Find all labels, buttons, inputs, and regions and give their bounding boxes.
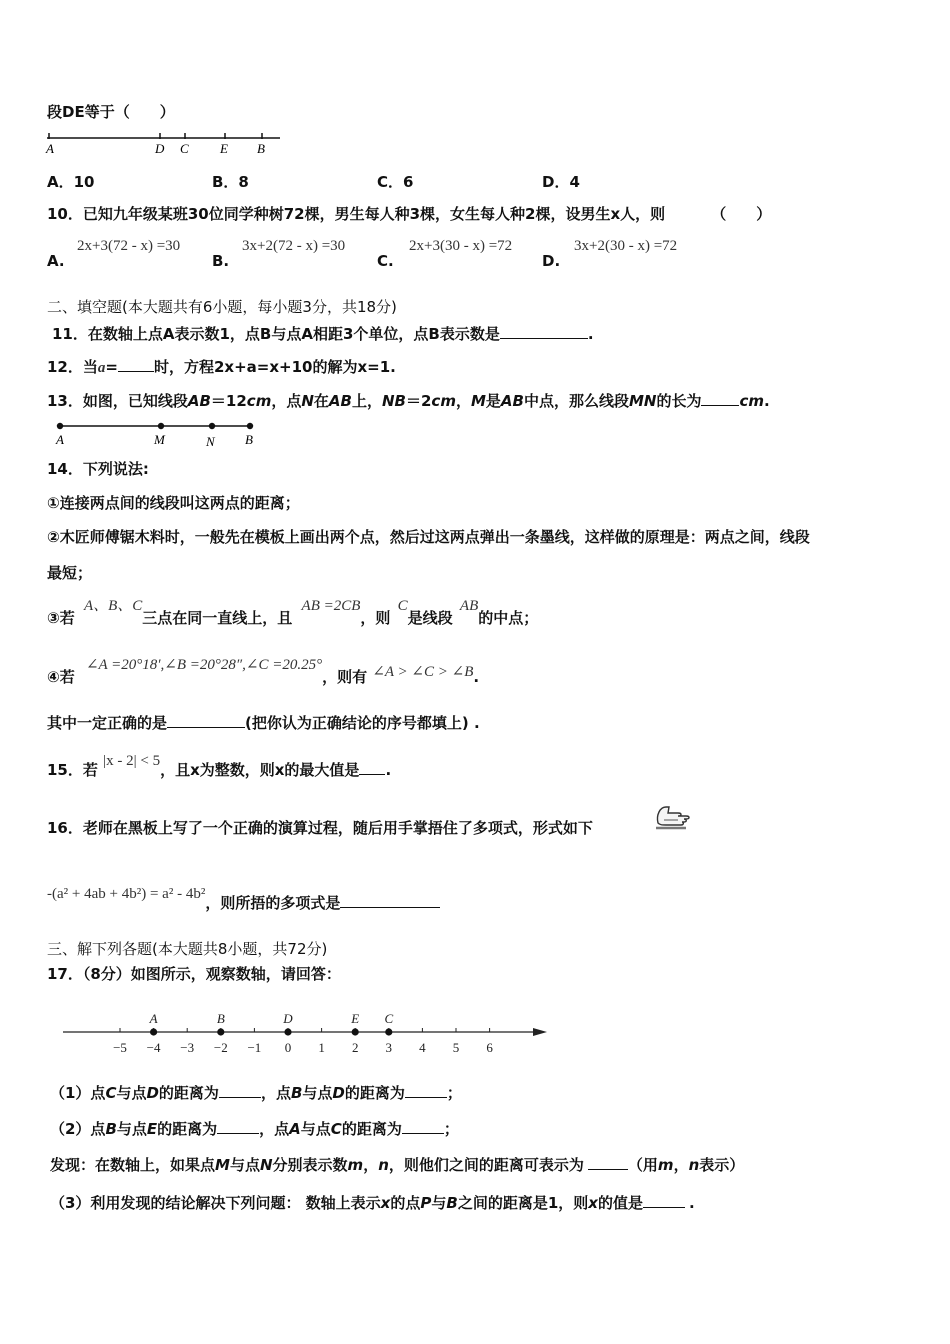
axis-tick-label: 6 bbox=[486, 1040, 493, 1055]
q14-statement-2b: 最短； bbox=[47, 564, 93, 582]
q10-stem bbox=[47, 204, 771, 224]
q13-text-c: ，点 bbox=[271, 392, 302, 410]
q13-end: . bbox=[764, 392, 770, 410]
q17-p3-b: 的点 bbox=[390, 1194, 421, 1212]
q12-eq-sign: = bbox=[105, 358, 118, 376]
point-label-b: B bbox=[216, 1011, 225, 1026]
q14-s3-condition: AB =2CB bbox=[301, 598, 361, 614]
q17-p3-d: 之间的距离是1，则 bbox=[457, 1194, 589, 1212]
point-a bbox=[150, 1028, 157, 1035]
q13-label-n: N bbox=[206, 434, 215, 449]
q17-p2-a: （2）点 bbox=[50, 1120, 106, 1138]
q17-p3-p: P bbox=[420, 1194, 432, 1212]
q9-label-d: D bbox=[155, 141, 165, 156]
q17-part3 bbox=[50, 1193, 695, 1213]
q17-p2-f: 的距离为 bbox=[341, 1120, 402, 1138]
q17-p3-x2: x bbox=[588, 1194, 598, 1212]
q13-cm-1: cm bbox=[246, 392, 272, 410]
q13-text-h: 是 bbox=[485, 392, 501, 410]
q17-find-mv: m bbox=[347, 1156, 364, 1174]
q17-find-blank[interactable] bbox=[588, 1155, 628, 1170]
q12-solution: x=1 bbox=[357, 358, 391, 376]
q17-find-b: 与点 bbox=[229, 1156, 260, 1174]
q12-answer-blank[interactable] bbox=[118, 357, 154, 372]
q14-answer-blank[interactable] bbox=[167, 713, 245, 728]
axis-tick-label: 0 bbox=[284, 1040, 292, 1055]
hand-icon bbox=[652, 801, 694, 833]
q17-p1-e: 的距离为 bbox=[158, 1084, 219, 1102]
q13-text-j: 的长为 bbox=[656, 392, 702, 410]
q11-answer-blank[interactable] bbox=[500, 324, 588, 339]
q14-statement-3 bbox=[47, 598, 539, 629]
q14-s3-c: C bbox=[397, 598, 408, 614]
q17-p1-a: （1）点 bbox=[50, 1084, 106, 1102]
q17-find-comma2: ， bbox=[673, 1156, 689, 1174]
q9-label-a: A bbox=[46, 141, 54, 156]
q17-p2-d: ，点 bbox=[259, 1120, 290, 1138]
q13-text-b: ＝12 bbox=[210, 392, 247, 410]
q14-s3-ab: AB bbox=[459, 598, 479, 614]
q13-cm-2: cm bbox=[431, 392, 456, 410]
q16-post: ，则所捂的多项式是 bbox=[205, 894, 341, 912]
q12-var-a: a bbox=[97, 360, 106, 376]
q10-option-b-label[interactable]: B. bbox=[212, 252, 230, 270]
q15-end: . bbox=[385, 761, 392, 779]
q10-option-d-label[interactable]: D. bbox=[542, 252, 561, 270]
q13-m: M bbox=[470, 392, 486, 410]
q12-text-c: 时，方程 bbox=[153, 358, 214, 376]
q10-stem-text: 10．已知九年级某班30位同学种树72棵，男生每人种3棵，女生每人种2棵，设男生x人，则 bbox=[47, 205, 666, 223]
q15 bbox=[47, 753, 392, 781]
q14-s4-pre: ④若 bbox=[47, 668, 75, 686]
q11-text: 11．在数轴上点A表示数1，点B与点A相距3个单位，点B表示数是 bbox=[52, 325, 500, 343]
q17-part1 bbox=[50, 1083, 462, 1103]
q17-find-nv: n bbox=[378, 1156, 389, 1174]
q12-text-d: 的解为 bbox=[312, 358, 358, 376]
point-label-d: D bbox=[283, 1011, 293, 1026]
q17-p2-b: 与点 bbox=[116, 1120, 147, 1138]
q9-option-d[interactable]: D．4 bbox=[542, 173, 580, 191]
q14-s3-mid3: 是线段 bbox=[407, 609, 453, 627]
q15-pre: 15．若 bbox=[47, 761, 98, 779]
q15-post: ，且x为整数，则x的最大值是 bbox=[160, 761, 360, 779]
q9-stem: 段DE等于（ ） bbox=[47, 103, 175, 121]
axis-tick-label: 2 bbox=[351, 1040, 359, 1055]
point-label-e: E bbox=[351, 1011, 360, 1026]
q13-n: N bbox=[301, 392, 314, 410]
q14-title: 14．下列说法: bbox=[47, 460, 149, 478]
q16-expression: -(a² + 4ab + 4b²) = a² - 4b² bbox=[47, 886, 206, 902]
q17-find-m: M bbox=[215, 1156, 230, 1174]
q17-p3-x: x bbox=[380, 1194, 391, 1212]
q17-p1-bb: B bbox=[290, 1084, 303, 1102]
axis-tick-label: 3 bbox=[385, 1040, 393, 1055]
q17-p1-blank-1[interactable] bbox=[219, 1083, 261, 1098]
q13-point-n bbox=[209, 423, 215, 429]
point-e bbox=[352, 1028, 359, 1035]
q11 bbox=[52, 324, 594, 344]
q17-part2 bbox=[50, 1119, 459, 1139]
q14-ask-end: (把你认为正确结论的序号都填上) . bbox=[245, 714, 480, 732]
q17-find-c: 分别表示数 bbox=[272, 1156, 348, 1174]
q17-p1-c: C bbox=[105, 1084, 117, 1102]
axis-tick-label: 4 bbox=[419, 1040, 426, 1055]
section2-title: 二、填空题(本大题共有6小题，每小题3分，共18分) bbox=[47, 298, 397, 316]
q9-label-e: E bbox=[220, 141, 228, 156]
q13-nb: NB bbox=[381, 392, 406, 410]
axis-tick-label: −3 bbox=[180, 1040, 195, 1055]
q17-p1-end: ； bbox=[446, 1084, 462, 1102]
q17-number-line bbox=[55, 1002, 555, 1062]
q14-statement-4 bbox=[47, 657, 480, 688]
q13-point-a bbox=[57, 423, 63, 429]
q13-mn: MN bbox=[628, 392, 657, 410]
q14-s3-end: 的中点； bbox=[478, 609, 539, 627]
q17-p3-end: . bbox=[688, 1194, 695, 1212]
point-b bbox=[217, 1028, 224, 1035]
q17-find-f: 表示） bbox=[699, 1156, 745, 1174]
q17-p3-a: （3）利用发现的结论解决下列问题： 数轴上表示 bbox=[50, 1194, 381, 1212]
q14-statement-1: ①连接两点间的线段叫这两点的距离； bbox=[47, 494, 300, 512]
q17-find-mv2: m bbox=[657, 1156, 674, 1174]
axis-tick-label: −4 bbox=[146, 1040, 161, 1055]
q17-p2-e: 与点 bbox=[300, 1120, 331, 1138]
q13-text-f: ＝2 bbox=[405, 392, 432, 410]
q10-option-c-eq: 2x+3(30 - x) =72 bbox=[409, 238, 513, 254]
q10-option-c-label[interactable]: C. bbox=[377, 252, 394, 270]
q17-find-n: N bbox=[259, 1156, 273, 1174]
q10-option-a-label[interactable]: A. bbox=[47, 252, 65, 270]
q13-point-m bbox=[158, 423, 164, 429]
q17-p2-e1: E bbox=[146, 1120, 158, 1138]
q13-segment-figure bbox=[52, 417, 267, 451]
q13-ab-3: AB bbox=[500, 392, 524, 410]
q13-point-b bbox=[247, 423, 253, 429]
q17-p1-f: ，点 bbox=[260, 1084, 291, 1102]
q14-s4-end: . bbox=[473, 668, 480, 686]
q17-p3-blank[interactable] bbox=[643, 1193, 685, 1208]
axis-tick-label: −1 bbox=[247, 1040, 262, 1055]
q17-p1-b: 与点 bbox=[116, 1084, 147, 1102]
q9-option-c[interactable]: C．6 bbox=[377, 173, 414, 191]
q13-cm-3: cm bbox=[739, 392, 765, 410]
q13-text-d: 在 bbox=[313, 392, 329, 410]
q14-s3-mid2: ，则 bbox=[360, 609, 391, 627]
q14-s3-points: A、B、C bbox=[83, 598, 143, 614]
q13-text-g: ， bbox=[455, 392, 471, 410]
q13-answer-blank[interactable] bbox=[701, 391, 739, 406]
q13-label-a: A bbox=[56, 432, 64, 447]
q13-label-m: M bbox=[154, 432, 165, 447]
q17-p2-end: ； bbox=[443, 1120, 459, 1138]
q13-ab: AB bbox=[187, 392, 211, 410]
axis-tick-label: 5 bbox=[452, 1040, 460, 1055]
q14-s3-pre: ③若 bbox=[47, 609, 75, 627]
q13-label-b: B bbox=[245, 432, 253, 447]
q17-find-comma: ， bbox=[363, 1156, 379, 1174]
q17-title: 17．（8分）如图所示，观察数轴，请回答： bbox=[47, 965, 341, 983]
q17-find bbox=[50, 1155, 744, 1175]
q16-answer-blank[interactable] bbox=[340, 893, 440, 908]
q17-p2-blank-2[interactable] bbox=[402, 1119, 444, 1134]
q14-s3-mid: 三点在同一直线上，且 bbox=[142, 609, 293, 627]
q16-line bbox=[47, 886, 440, 914]
q14-ask-text: 其中一定正确的是 bbox=[47, 714, 168, 732]
q14-s4-order: ∠A > ∠C > ∠B bbox=[372, 664, 474, 680]
q10-option-d-eq: 3x+2(30 - x) =72 bbox=[574, 238, 678, 254]
q17-p1-g: 与点 bbox=[302, 1084, 333, 1102]
q14-ask bbox=[47, 713, 480, 733]
q17-find-e: （用 bbox=[627, 1156, 658, 1174]
q17-find-d: ，则他们之间的距离可表示为 bbox=[388, 1156, 584, 1174]
q17-p1-dd: D bbox=[332, 1084, 345, 1102]
section3-title: 三、解下列各题(本大题共8小题，共72分) bbox=[47, 940, 328, 958]
q17-p3-bb: B bbox=[446, 1194, 458, 1212]
point-label-a: A bbox=[149, 1011, 158, 1026]
q17-p3-e: 的值是 bbox=[597, 1194, 643, 1212]
q14-s4-angles: ∠A =20°18′,∠B =20°28″,∠C =20.25° bbox=[85, 657, 323, 673]
q9-option-b[interactable]: B．8 bbox=[212, 173, 249, 191]
q10-paren: （ ） bbox=[711, 205, 772, 223]
q17-p1-d: D bbox=[146, 1084, 159, 1102]
q13 bbox=[47, 391, 770, 411]
q17-p2-a1: A bbox=[289, 1120, 301, 1138]
q16-stem: 16．老师在黑板上写了一个正确的演算过程，随后用手掌捂住了多项式，形式如下 bbox=[47, 819, 593, 837]
q12 bbox=[47, 357, 396, 378]
q13-text-e: 上， bbox=[351, 392, 382, 410]
q11-end: . bbox=[587, 325, 594, 343]
point-label-c: C bbox=[384, 1011, 394, 1026]
q17-find-a: 发现：在数轴上，如果点 bbox=[50, 1156, 216, 1174]
q17-p2-c1: C bbox=[330, 1120, 342, 1138]
q14-s4-mid: ，则有 bbox=[322, 668, 368, 686]
q15-expression: |x - 2| < 5 bbox=[103, 753, 161, 769]
q12-text-a: 12．当 bbox=[47, 358, 98, 376]
axis-arrow bbox=[533, 1028, 547, 1036]
axis-tick-label: 1 bbox=[318, 1040, 325, 1055]
q17-p2-c: 的距离为 bbox=[157, 1120, 218, 1138]
q17-p1-h: 的距离为 bbox=[344, 1084, 405, 1102]
q9-segment-figure bbox=[44, 128, 289, 160]
point-d bbox=[284, 1028, 291, 1035]
q15-answer-blank[interactable] bbox=[359, 760, 385, 775]
q17-p2-b1: B bbox=[105, 1120, 117, 1138]
axis-tick-label: −5 bbox=[113, 1040, 127, 1055]
q10-option-b-eq: 3x+2(72 - x) =30 bbox=[242, 238, 346, 254]
axis-tick-label: −2 bbox=[213, 1040, 228, 1055]
q10-option-a-eq: 2x+3(72 - x) =30 bbox=[77, 238, 181, 254]
q13-text-i: 中点，那么线段 bbox=[523, 392, 629, 410]
q17-p2-blank-1[interactable] bbox=[217, 1119, 259, 1134]
q9-label-b: B bbox=[257, 141, 265, 156]
q17-p3-c: 与 bbox=[431, 1194, 447, 1212]
q12-equation: 2x+a=x+10 bbox=[213, 358, 313, 376]
q13-text-a: 13．如图，已知线段 bbox=[47, 392, 188, 410]
q9-label-c: C bbox=[180, 141, 189, 156]
q9-option-a[interactable]: A．10 bbox=[47, 173, 95, 191]
q14-statement-2a: ②木匠师傅锯木料时，一般先在模板上画出两个点，然后过这两点弹出一条墨线，这样做的原理是：两点之间，线段 bbox=[47, 528, 810, 546]
q17-p1-blank-2[interactable] bbox=[405, 1083, 447, 1098]
q17-find-nv2: n bbox=[688, 1156, 700, 1174]
q13-ab-2: AB bbox=[328, 392, 352, 410]
q12-end: . bbox=[390, 358, 396, 376]
point-c bbox=[385, 1028, 392, 1035]
